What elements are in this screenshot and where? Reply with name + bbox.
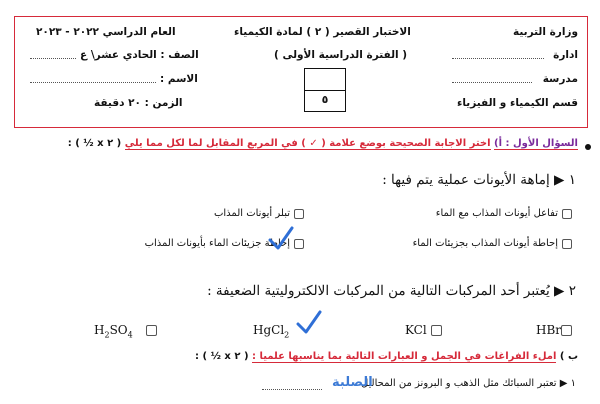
question-1-text: إماهة الأيونات عملية يتم فيها : (382, 172, 550, 188)
section-two-prefix: ب ) (559, 351, 578, 362)
department-label: قسم الكيمياء و الفيزياء (456, 97, 578, 109)
q1-option-a[interactable] (436, 208, 572, 219)
exam-title: الاختبار القصير ( ٢ ) لمادة الكيمياء (234, 26, 411, 38)
q2-option-kcl-checkbox[interactable] (431, 325, 442, 336)
q2-option-h2so4-label: $H_2SO_4$ (94, 323, 133, 340)
q1-option-c-checkbox[interactable] (562, 239, 572, 249)
q2-check-mark-icon (296, 310, 322, 336)
q1-option-d-label: إحاطة جزيئات الماء بأيونات المذاب (144, 238, 290, 249)
q2-option-h2so4-checkbox[interactable] (146, 325, 157, 336)
grade-box (304, 68, 346, 112)
q1-option-a-checkbox[interactable] (562, 209, 572, 219)
question-2 (207, 283, 576, 299)
fill-question-1-number: ١ ▶ (559, 378, 576, 389)
q2-option-hbr-checkbox[interactable] (561, 325, 572, 336)
school-label: مدرسة (542, 73, 578, 85)
section-one-instruction: اختر الاجابة الصحيحة بوضع علامة ( ✓ ) في المربع المقابل لما لكل مما يلي (124, 138, 491, 149)
period-label: ( الفترة الدراسية الأولى ) (274, 49, 408, 61)
name-blank (30, 75, 156, 83)
section-one-title (68, 138, 578, 149)
q1-check-mark-icon (268, 226, 294, 252)
q1-option-c-label: إحاطة أيونات المذاب بجزيئات الماء (412, 238, 558, 249)
q1-option-b-label: تبلر أيونات المذاب (213, 208, 290, 219)
section-one-prefix: السؤال الأول : أ) (494, 138, 578, 149)
q1-option-c[interactable] (413, 238, 572, 249)
grade-label: الصف : الحادي عشر\ ع (80, 49, 199, 61)
academic-year: العام الدراسي ٢٠٢٢ - ٢٠٢٣ (36, 26, 176, 38)
fill-question-1 (361, 378, 576, 389)
fill-answer-1[interactable]: الصلبة (332, 375, 373, 390)
ministry-label: وزارة التربية (512, 26, 578, 38)
q1-option-b[interactable] (214, 208, 304, 219)
fill-answer-line (262, 382, 322, 390)
total-mark: ٥ (321, 93, 329, 106)
section-two-instruction: املء الفراغات في الجمل و العبارات التالية بما يناسبها علميا : (252, 351, 557, 362)
q2-option-hbr-label: HBr (536, 323, 562, 337)
section-two-marks: ( ٢ x ½ ) : (195, 351, 249, 362)
section-two-title (195, 351, 578, 362)
q1-option-b-checkbox[interactable] (294, 209, 304, 219)
question-1-number: ١ ▶ (554, 172, 576, 188)
q2-option-kcl-label: KCl (405, 323, 427, 337)
administration-label: ادارة (553, 49, 578, 61)
question-2-text: يُعتبر أحد المركبات التالية من المركبات الالكتروليتية الضعيفة : (207, 283, 550, 299)
fill-question-1-text: تعتبر السبائك مثل الذهب و البرونز من المحاليل (360, 378, 557, 389)
section-bullet (585, 144, 591, 150)
grade-blank (30, 51, 76, 59)
time-label: الزمن : ٢٠ دقيقة (94, 97, 183, 109)
q1-option-d-checkbox[interactable] (294, 239, 304, 249)
question-1 (382, 172, 576, 188)
school-blank (452, 75, 532, 83)
q2-option-hgcl2-label: HgCl$_2$ (253, 323, 290, 340)
administration-blank (452, 51, 544, 59)
section-one-marks: ( ٢ x ½ ) : (67, 138, 122, 149)
question-2-number: ٢ ▶ (554, 283, 576, 299)
name-label: الاسم : (160, 73, 198, 85)
q1-option-a-label: تفاعل أيونات المذاب مع الماء (435, 208, 558, 219)
